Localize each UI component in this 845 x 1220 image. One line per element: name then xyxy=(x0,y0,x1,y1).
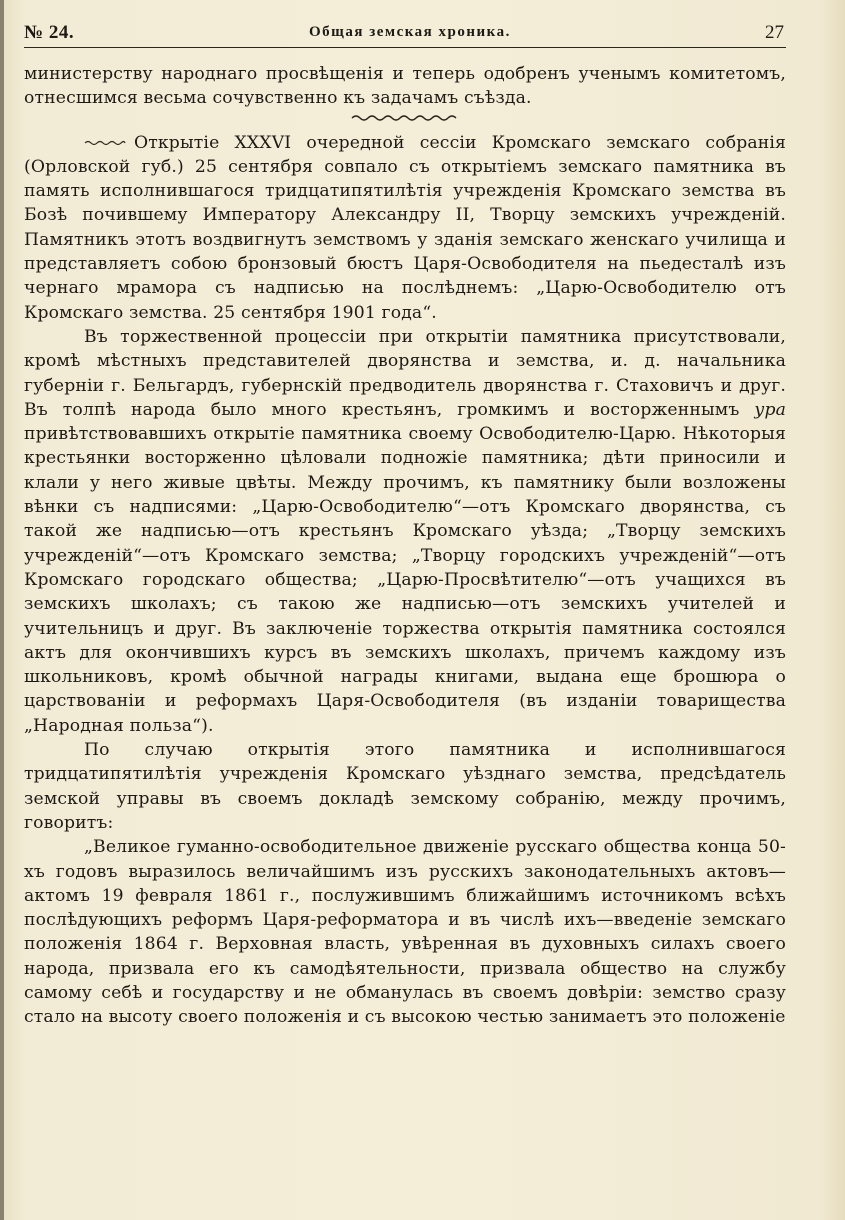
paragraph-text-b: привѣтствовавшихъ открытіе памятника своему Освободителю-Царю. Нѣкоторыя крестьянки восторженно цѣловали подножіе памятника; дѣти приносили и клали у него живые цвѣты. Между прочимъ, къ памятнику были возложены вѣнки съ надписями: „Царю-Освободителю“—отъ Кромскаго дворянства, съ такой же надписью—отъ крестьянъ Кромскаго уѣзда; „Творцу земскихъ учрежденій“—отъ Кромскаго земства; „Творцу городскихъ учрежденій“—отъ Кромскаго городскаго общества; „Царю-Просвѣтителю“—отъ учащихся въ земскихъ школахъ; съ такою же надписью—отъ земскихъ учителей и учительницъ и друг. Въ заключеніе торжества открытія памятника состоялся актъ для окончившихъ курсъ въ земскихъ школахъ, причемъ каждому изъ школьниковъ, кромѣ обычной награды книгами, выдана еще брошюра о царствованіи и реформахъ Царя-Освободителя (въ изданіи товарищества „Народная польза“). xyxy=(24,424,786,736)
body-text xyxy=(24,62,786,1030)
paragraph-kromy-session xyxy=(24,131,786,325)
running-header xyxy=(24,22,784,48)
section-title: Общая земская хроника. xyxy=(309,24,511,40)
issue-number: № 24. xyxy=(24,22,75,43)
page-number: 27 xyxy=(765,22,784,43)
paragraph-report: По случаю открытія этого памятника и исполнившагося тридцатипятилѣтія учрежденія Кромскаго уѣзднаго земства, предсѣдатель земской управы въ своемъ докладѣ земскому собранію, между прочимъ, говоритъ: xyxy=(24,740,786,833)
paragraph-text: Открытіе XXXVI очередной сессіи Кромскаго земскаго собранія (Орловской губ.) 25 сентября совпало съ открытіемъ земскаго памятника въ память исполнившагося тридцатипятилѣтія учрежденія Кромскаго земства въ Бозѣ почившему Императору Александру II, Творцу земскихъ учрежденій. Памятникъ этотъ воздвигнутъ земствомъ у зданія земскаго женскаго училища и представляетъ собою бронзовый бюстъ Царя-Освободителя на пьедесталѣ изъ чернаго мрамора съ надписью на послѣднемъ: „Царю-Освободителю отъ Кромскаго земства. 25 сентября 1901 года“. xyxy=(24,132,786,323)
header-rule xyxy=(24,47,786,48)
wavy-lead-mark xyxy=(84,138,126,148)
binding-edge xyxy=(0,0,4,1220)
italic-word: ура xyxy=(754,399,786,420)
paragraph-continuation: министерству народнаго просвѣщенія и теперь одобренъ ученымъ комитетомъ, отнесшимся весьма сочувственно къ задачамъ съѣзда. xyxy=(24,64,786,109)
paragraph-text-a: Въ торжественной процессіи при открытіи памятника присутствовали, кромѣ мѣстныхъ представителей дворянства и земства, и. д. начальника губерніи г. Бельгардъ, губернскій предводитель дворянства г. Стаховичъ и друг. Въ толпѣ народа было много крестьянъ, громкимъ и восторженнымъ xyxy=(24,326,786,420)
paragraph-quote: „Великое гуманно-освободительное движеніе русскаго общества конца 50-хъ годовъ выразилось величайшимъ изъ русскихъ законодательныхъ актовъ—актомъ 19 февраля 1861 г., послужившимъ ближайшимъ источникомъ всѣхъ послѣдующихъ реформъ Царя-реформатора и въ числѣ ихъ—введеніе земскаго положенія 1864 г. Верховная власть, увѣренная въ духовныхъ силахъ своего народа, призвала его къ самодѣятельности, призвала общество на службу самому себѣ и государству и не обманулась въ своемъ довѣріи: земство сразу стало на высоту своего положенія и съ высокою честью занимаетъ это положеніе xyxy=(24,837,786,1028)
paragraph-procession xyxy=(24,325,786,738)
section-divider xyxy=(350,113,460,123)
